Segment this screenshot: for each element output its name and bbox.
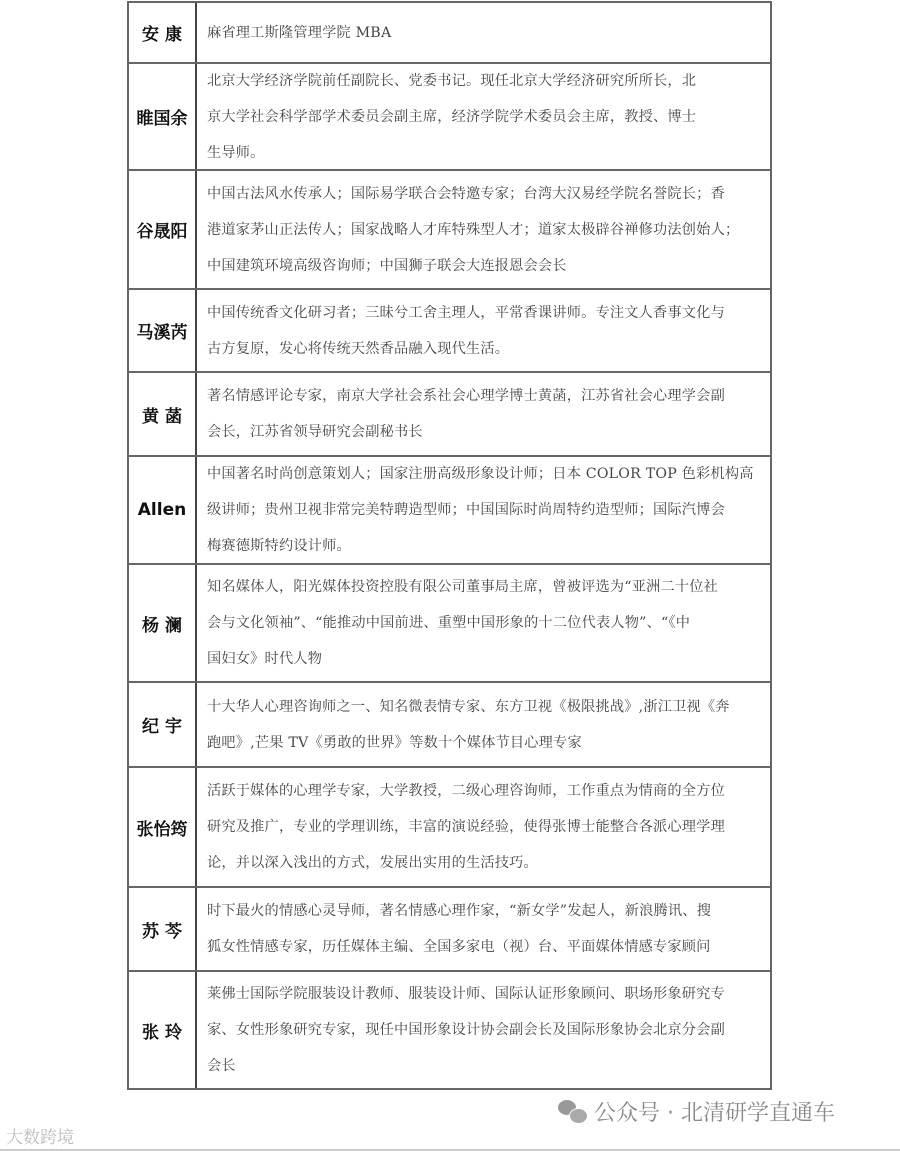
bio-line: 中国古法风水传承人；国际易学联合会特邀专家；台湾大汉易经学院名誉院长；香 — [207, 185, 725, 202]
bio-line: 跑吧》,芒果 TV《勇敢的世界》等数十个媒体节目心理专家 — [207, 734, 582, 751]
bio-line: 研究及推广，专业的学理训练，丰富的演说经验，使得张博士能整合各派心理学理 — [207, 819, 725, 835]
person-bio — [197, 683, 770, 766]
person-bio — [197, 290, 770, 371]
speaker-table — [127, 1, 772, 1090]
account-label: 公众号 · 北清研学直通车 — [594, 1101, 835, 1126]
person-bio — [197, 64, 770, 169]
table-row — [129, 766, 770, 886]
person-name: Allen — [129, 457, 197, 563]
bio-line: 时下最火的情感心灵导师，著名情感心理作家，“新女学”发起人，新浪腾讯、搜 — [207, 903, 712, 919]
bio-line: 会长 — [207, 1058, 236, 1074]
bio-line: 狐女性情感专家，历任媒体主编、全国多家电（视）台、平面媒体情感专家顾问 — [207, 939, 711, 955]
table-row — [129, 970, 770, 1088]
person-name: 安 康 — [129, 3, 197, 62]
table-row — [129, 681, 770, 766]
table-row — [129, 455, 770, 563]
person-name: 杨 澜 — [129, 565, 197, 681]
person-bio — [197, 565, 770, 681]
bio-line: 生导师。 — [207, 144, 265, 161]
bio-line: 知名媒体人，阳光媒体投资控股有限公司董事局主席，曾被评选为“亚洲二十位社 — [207, 579, 719, 595]
person-name: 张怡筠 — [129, 768, 197, 886]
person-name: 睢国余 — [129, 64, 197, 169]
person-name: 张 玲 — [129, 972, 197, 1088]
table-row — [129, 3, 770, 62]
person-name: 苏 芩 — [129, 888, 197, 970]
bio-line: 活跃于媒体的心理学专家，大学教授，二级心理咨询师，工作重点为情商的全方位 — [207, 783, 725, 799]
bio-line: 京大学社会科学部学术委员会副主席，经济学院学术委员会主席，教授、博士 — [207, 108, 697, 125]
bio-line: 会长，江苏省领导研究会副秘书长 — [207, 424, 423, 440]
bio-line: 论，并以深入浅出的方式，发展出实用的生活技巧。 — [207, 855, 538, 871]
person-name: 纪 宇 — [129, 683, 197, 766]
bio-line: 莱佛士国际学院服装设计教师、服装设计师、国际认证形象顾问、职场形象研究专 — [207, 986, 725, 1002]
table-row — [129, 886, 770, 970]
bio-line: 著名情感评论专家，南京大学社会系社会心理学博士黄菡，江苏省社会心理学会副 — [207, 388, 725, 404]
person-bio — [197, 972, 770, 1088]
bio-line: 中国著名时尚创意策划人；国家注册高级形象设计师；日本 COLOR TOP 色彩机构高 — [207, 466, 754, 482]
person-name: 黄 菡 — [129, 373, 197, 455]
bio-line: 中国建筑环境高级咨询师；中国狮子联会大连报恩会会长 — [207, 257, 567, 274]
bio-line: 会与文化领袖”、“能推动中国前进、重塑中国形象的十二位代表人物”、“《中 — [207, 615, 691, 631]
bio-line: 梅赛德斯特约设计师。 — [207, 538, 351, 554]
person-bio — [197, 888, 770, 970]
table-row — [129, 371, 770, 455]
table-row — [129, 288, 770, 371]
person-name: 谷晟阳 — [129, 171, 197, 288]
person-bio — [197, 171, 770, 288]
person-bio — [197, 3, 770, 62]
wechat-icon — [558, 1100, 588, 1124]
table-row — [129, 62, 770, 169]
bio-line: 古方复原，发心将传统天然香品融入现代生活。 — [207, 340, 510, 357]
bio-line: 港道家茅山正法传人；国家战略人才库特殊型人才；道家太极辟谷禅修功法创始人； — [207, 221, 740, 238]
table-row — [129, 169, 770, 288]
bio-line: 十大华人心理咨询师之一、知名微表情专家、东方卫视《极限挑战》,浙江卫视《奔 — [207, 698, 730, 715]
wechat-account-watermark — [558, 1096, 835, 1127]
person-bio — [197, 768, 770, 886]
bio-line: 国妇女》时代人物 — [207, 651, 323, 667]
person-name: 马溪芮 — [129, 290, 197, 371]
bio-line: 家、女性形象研究专家，现任中国形象设计协会副会长及国际形象协会北京分会副 — [207, 1022, 725, 1038]
bio-line: 北京大学经济学院前任副院长、党委书记。现任北京大学经济研究所所长，北 — [207, 72, 697, 89]
person-bio — [197, 373, 770, 455]
table-row — [129, 563, 770, 681]
bio-line: 中国传统香文化研习者；三昧兮工舍主理人，平常香课讲师。专注文人香事文化与 — [207, 304, 725, 321]
person-bio — [197, 457, 770, 563]
bio-line: 麻省理工斯隆管理学院 MBA — [207, 24, 392, 41]
corner-watermark: 大数跨境 — [6, 1128, 74, 1148]
bio-line: 级讲师；贵州卫视非常完美特聘造型师；中国国际时尚周特约造型师；国际汽博会 — [207, 502, 725, 518]
